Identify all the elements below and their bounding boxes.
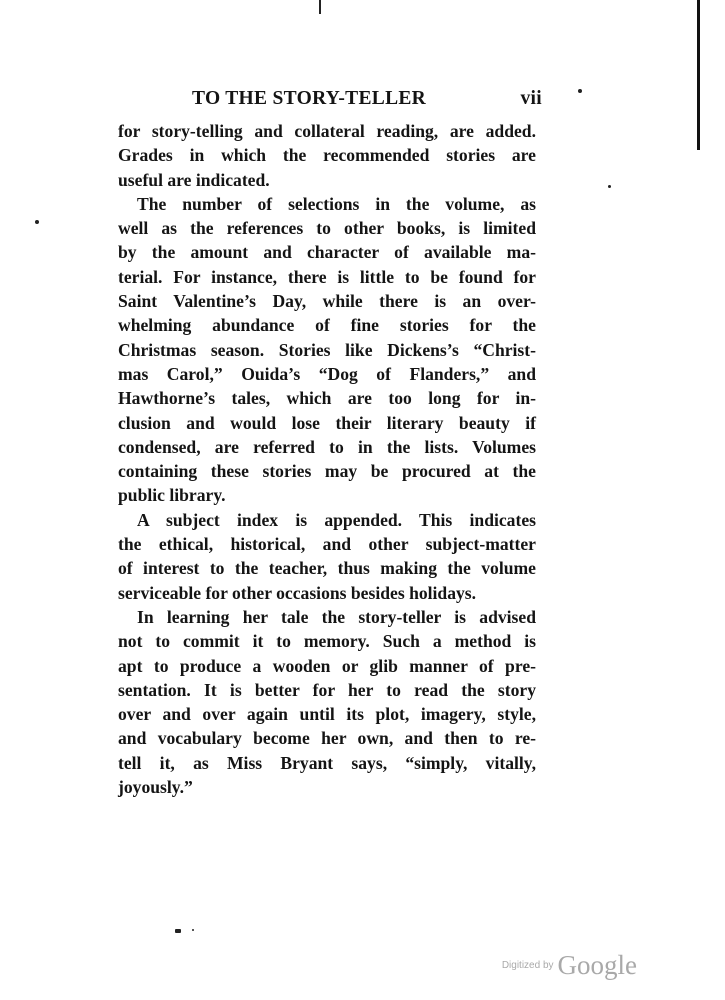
- right-margin-scan-mark: [697, 0, 700, 150]
- text-line: Hawthorne’s tales, which are too long for in-: [118, 388, 536, 409]
- digitized-watermark: [502, 950, 637, 981]
- text-line: sentation. It is better for her to read the story: [118, 679, 536, 700]
- scan-speck: [35, 220, 39, 224]
- text-line: joyously.”: [118, 777, 193, 798]
- text-line: not to commit it to memory. Such a method is: [118, 631, 536, 652]
- scan-speck: [608, 185, 611, 188]
- text-line: and vocabulary become her own, and then to re-: [118, 728, 536, 749]
- text-line: whelming abundance of fine stories for the: [118, 315, 536, 336]
- text-line: Christmas season. Stories like Dickens’s “Christ-: [118, 339, 536, 360]
- watermark-prefix: Digitized by: [501, 960, 554, 971]
- scan-speck: [192, 929, 194, 931]
- text-line: Grades in which the recommended stories are: [118, 145, 536, 166]
- scan-speck: [578, 89, 582, 93]
- text-line: apt to produce a wooden or glib manner of pre-: [118, 655, 536, 676]
- text-line: The number of selections in the volume, as: [137, 193, 536, 214]
- text-line: for story-telling and collateral reading, are added.: [118, 121, 536, 141]
- text-line: public library.: [118, 485, 226, 506]
- top-scan-mark: [319, 0, 321, 14]
- page-number: vii: [520, 88, 542, 109]
- running-title: TO THE STORY-TELLER: [192, 88, 427, 109]
- text-line: mas Carol,” Ouida’s “Dog of Flanders,” and: [118, 363, 536, 384]
- scan-speck: [175, 929, 181, 933]
- text-line: of interest to the teacher, thus making the volume: [118, 558, 536, 579]
- text-line: well as the references to other books, is limited: [118, 218, 536, 239]
- text-line: terial. For instance, there is little to be found for: [118, 266, 536, 287]
- text-line: tell it, as Miss Bryant says, “simply, vitally,: [118, 752, 536, 773]
- text-line: over and over again until its plot, imagery, style,: [118, 704, 536, 725]
- text-line: Saint Valentine’s Day, while there is an over-: [118, 291, 536, 312]
- text-line: containing these stories may be procured at the: [118, 461, 536, 482]
- body-text: [118, 119, 536, 799]
- text-line: useful are indicated.: [118, 169, 270, 190]
- text-line: the ethical, historical, and other subject-matter: [118, 534, 536, 555]
- text-line: by the amount and character of available ma-: [118, 242, 536, 263]
- text-line: In learning her tale the story-teller is advised: [137, 606, 536, 627]
- running-header: [192, 88, 542, 114]
- text-line: clusion and would lose their literary beauty if: [118, 412, 536, 433]
- watermark-brand: Google: [557, 950, 637, 980]
- text-line: A subject index is appended. This indicates: [137, 509, 536, 530]
- text-line: condensed, are referred to in the lists. Volumes: [118, 436, 536, 457]
- text-line: serviceable for other occasions besides holidays.: [118, 582, 477, 603]
